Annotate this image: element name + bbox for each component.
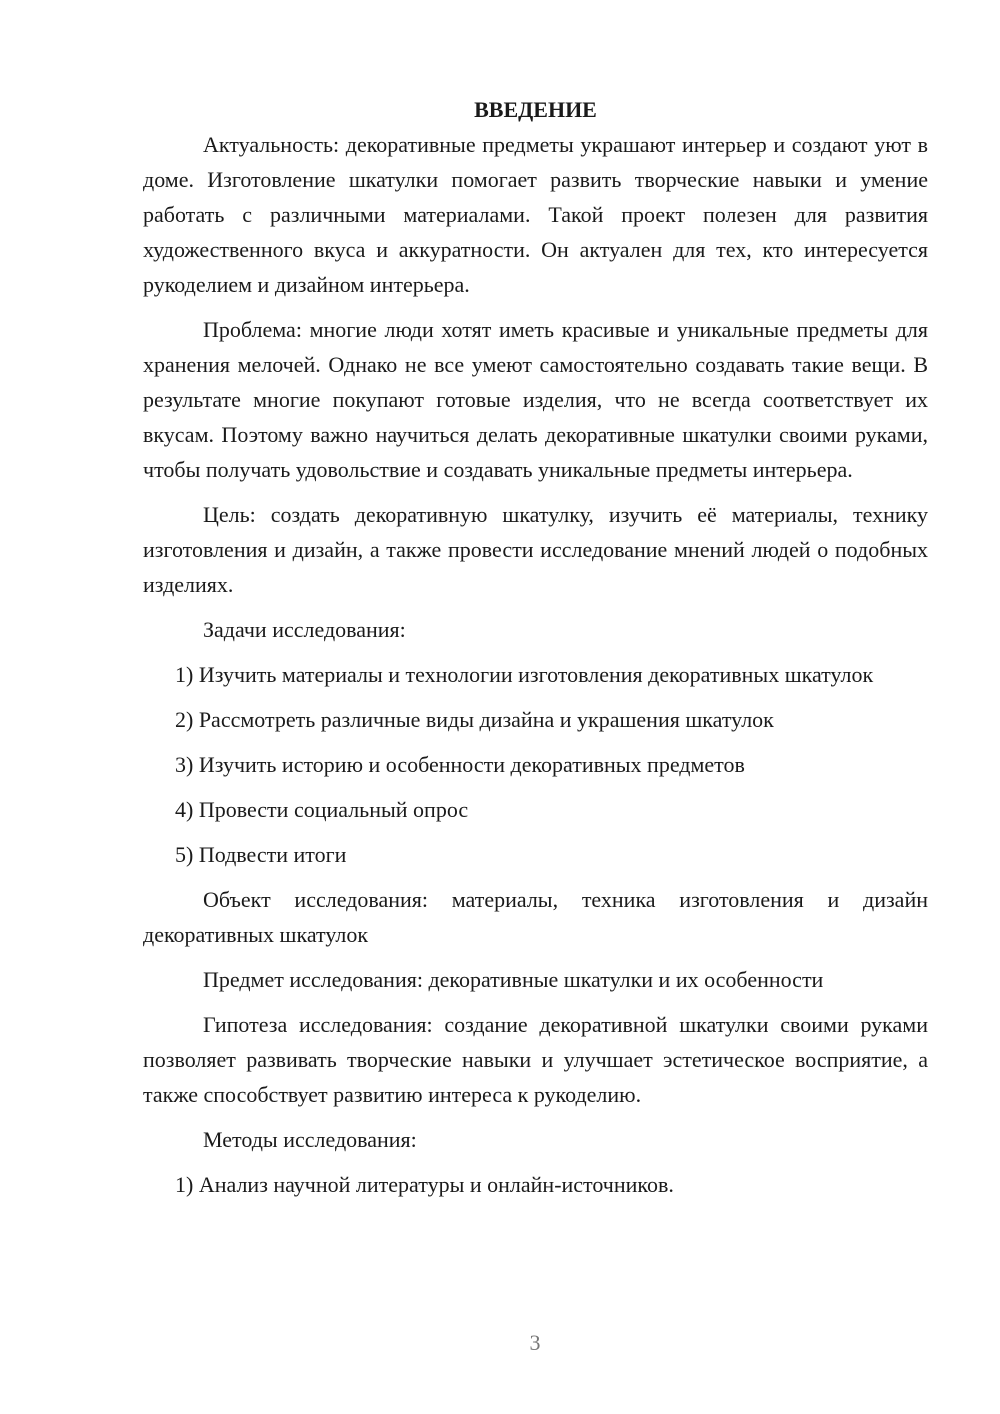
document-page <box>143 92 928 1202</box>
paragraph-hypothesis: Гипотеза исследования: создание декоративной шкатулки своими руками позволяет развивать творческие навыки и улучшает эстетическое восприятие, а также способствует развитию интереса к рукоделию. <box>143 1012 928 1107</box>
paragraph-goal: Цель: создать декоративную шкатулку, изучить её материалы, технику изготовления и дизайн, а также провести исследование мнений людей о подобных изделиях. <box>143 502 928 597</box>
list-item: 1) Изучить материалы и технологии изготовления декоративных шкатулок <box>175 662 874 687</box>
tasks-title: Задачи исследования: <box>203 617 406 642</box>
tasks-list <box>143 657 928 872</box>
methods-list <box>143 1167 928 1202</box>
methods-title: Методы исследования: <box>203 1127 417 1152</box>
list-item: 2) Рассмотреть различные виды дизайна и украшения шкатулок <box>175 707 774 732</box>
page-number: 3 <box>529 1330 541 1355</box>
list-item: 1) Анализ научной литературы и онлайн-источников. <box>175 1172 674 1197</box>
list-item: 5) Подвести итоги <box>175 842 347 867</box>
page-title: ВВЕДЕНИЕ <box>474 97 597 122</box>
list-item: 3) Изучить историю и особенности декоративных предметов <box>175 752 745 777</box>
paragraph-object: Объект исследования: материалы, техника изготовления и дизайн декоративных шкатулок <box>143 887 928 947</box>
paragraph-relevance: Актуальность: декоративные предметы украшают интерьер и создают уют в доме. Изготовление шкатулки помогает развить творческие навыки и умение работать с различными материалами. Такой проект полезен для развития художественного вкуса и аккуратности. Он актуален для тех, кто интересуется рукоделием и дизайном интерьера. <box>143 132 928 297</box>
paragraph-subject: Предмет исследования: декоративные шкатулки и их особенности <box>203 967 824 992</box>
paragraph-problem: Проблема: многие люди хотят иметь красивые и уникальные предметы для хранения мелочей. Однако не все умеют самостоятельно создавать такие вещи. В результате многие покупают готовые изделия, что не всегда соответствует их вкусам. Поэтому важно научиться делать декоративные шкатулки своими руками, чтобы получать удовольствие и создавать уникальные предметы интерьера. <box>143 317 928 482</box>
list-item: 4) Провести социальный опрос <box>175 797 469 822</box>
